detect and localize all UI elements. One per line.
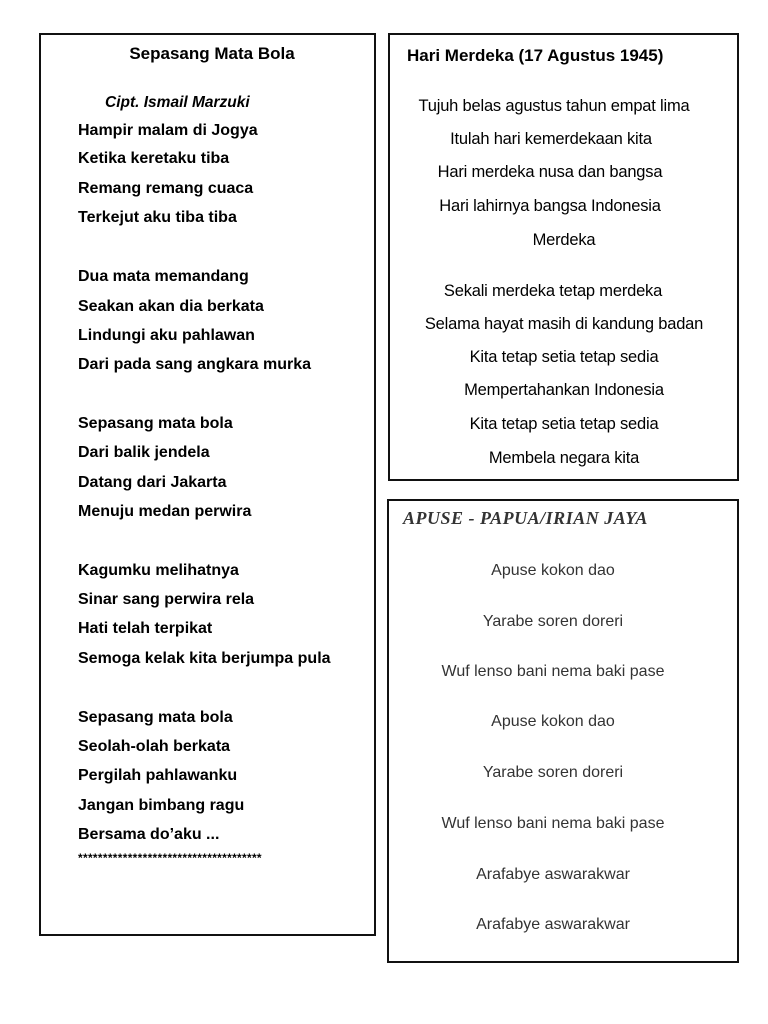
lyric-line: Remang remang cuaca: [78, 180, 254, 197]
lyric-line: Membela negara kita: [488, 449, 640, 467]
lyric-line: Dua mata memandang: [78, 268, 249, 285]
lyric-line: Hari lahirnya bangsa Indonesia: [439, 197, 661, 215]
lyric-line: Ketika keretaku tiba: [78, 150, 230, 167]
lyric-line: Seakan akan dia berkata: [78, 298, 264, 315]
lyric-line: Apuse kokon dao: [491, 713, 615, 730]
lyric-line: Mempertahankan Indonesia: [464, 381, 664, 399]
song-title: Sepasang Mata Bola: [129, 44, 295, 63]
song-box-hari-merdeka: [388, 33, 739, 481]
lyric-line: Seolah-olah berkata: [78, 738, 231, 755]
lyric-line: Yarabe soren doreri: [482, 764, 624, 781]
lyric-line: Hampir malam di Jogya: [78, 122, 258, 139]
lyric-line: Dari pada sang angkara murka: [78, 356, 311, 373]
lyric-line: Sepasang mata bola: [78, 709, 233, 726]
song-title: APUSE - PAPUA/IRIAN JAYA: [403, 508, 648, 528]
lyric-line: Hari merdeka nusa dan bangsa: [437, 163, 663, 181]
lyric-line: Merdeka: [532, 231, 596, 249]
lyric-line: Terkejut aku tiba tiba: [78, 209, 237, 226]
lyric-line: Kita tetap setia tetap sedia: [469, 415, 659, 433]
lyric-line: Hati telah terpikat: [78, 620, 213, 637]
separator-asterisks: *************************************: [78, 851, 262, 865]
lyric-line: Arafabye aswarakwar: [476, 916, 630, 933]
lyric-line: Wuf lenso bani nema baki pase: [441, 663, 665, 680]
lyric-line: Lindungi aku pahlawan: [78, 327, 255, 344]
lyric-line: Itulah hari kemerdekaan kita: [450, 130, 652, 148]
lyric-line: Jangan bimbang ragu: [78, 797, 245, 814]
lyric-line: Selama hayat masih di kandung badan: [424, 315, 704, 333]
lyric-line: Pergilah pahlawanku: [78, 767, 238, 784]
lyric-line: Wuf lenso bani nema baki pase: [441, 815, 665, 832]
lyric-line: Menuju medan perwira: [78, 503, 252, 520]
lyric-line: Tujuh belas agustus tahun empat lima: [418, 97, 690, 115]
lyric-line: Apuse kokon dao: [491, 562, 615, 579]
lyric-line: Kita tetap setia tetap sedia: [469, 348, 659, 366]
lyric-line: Sepasang mata bola: [78, 415, 233, 432]
song-title: Hari Merdeka (17 Agustus 1945): [407, 46, 664, 65]
lyric-line: Bersama do’aku ...: [78, 826, 220, 843]
lyric-line: Datang dari Jakarta: [78, 474, 227, 491]
lyric-line: Dari balik jendela: [78, 444, 210, 461]
lyric-line: Arafabye aswarakwar: [476, 866, 630, 883]
lyric-line: Sekali merdeka tetap merdeka: [443, 282, 663, 300]
lyric-line: Kagumku melihatnya: [78, 562, 239, 579]
lyric-line: Semoga kelak kita berjumpa pula: [78, 650, 331, 667]
song-box-sepasang-mata-bola: [39, 33, 376, 936]
composer-credit: Cipt. Ismail Marzuki: [105, 94, 250, 111]
lyric-line: Yarabe soren doreri: [482, 613, 624, 630]
song-box-apuse: [387, 499, 739, 963]
lyric-line: Sinar sang perwira rela: [78, 591, 255, 608]
